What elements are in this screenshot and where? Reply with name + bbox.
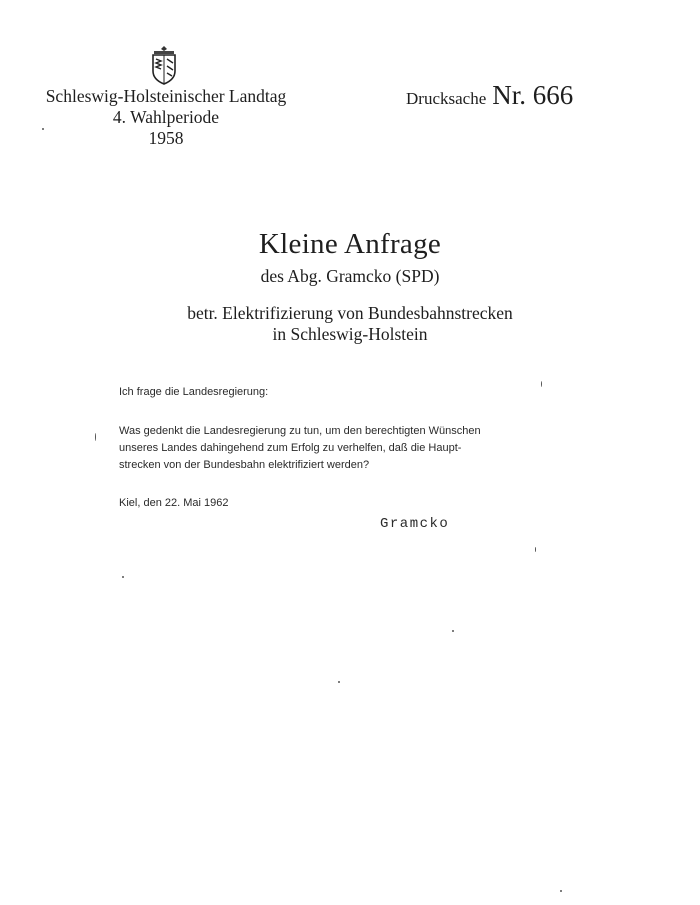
question-line: unseres Landes dahingehend zum Erfolg zu verhelfen, daß die Haupt- xyxy=(119,442,462,454)
parliament-header xyxy=(36,86,296,149)
scan-speck xyxy=(95,433,96,441)
subject-line: betr. Elektrifizierung von Bundesbahnstrecken xyxy=(187,303,513,323)
question-line: Was gedenkt die Landesregierung zu tun, um den berechtigten Wünschen xyxy=(119,425,481,437)
document-title: Kleine Anfrage xyxy=(258,228,442,260)
scan-speck xyxy=(452,630,454,632)
signature: Gramcko xyxy=(380,516,450,532)
document-number-block xyxy=(406,80,573,111)
question-text xyxy=(119,423,495,474)
scan-speck xyxy=(122,576,124,578)
document-number: Nr. 666 xyxy=(492,80,574,110)
document-label: Drucksache xyxy=(406,89,487,108)
coat-of-arms-icon xyxy=(150,45,178,85)
period-year: 1958 xyxy=(148,128,184,148)
intro-text: Ich frage die Landesregierung: xyxy=(119,386,269,398)
scan-speck xyxy=(338,681,340,683)
subject-line: in Schleswig-Holstein xyxy=(272,324,428,344)
scan-speck xyxy=(535,547,536,552)
parliament-name: Schleswig-Holsteinischer Landtag xyxy=(45,86,287,106)
question-line: strecken von der Bundesbahn elektrifiziert werden? xyxy=(119,459,370,471)
document-author: des Abg. Gramcko (SPD) xyxy=(260,266,440,286)
scan-speck xyxy=(541,381,542,387)
scan-speck xyxy=(42,128,44,130)
place-date: Kiel, den 22. Mai 1962 xyxy=(119,497,229,509)
electoral-period: 4. Wahlperiode xyxy=(112,107,220,127)
document-subject xyxy=(0,303,700,345)
scan-speck xyxy=(560,890,562,892)
